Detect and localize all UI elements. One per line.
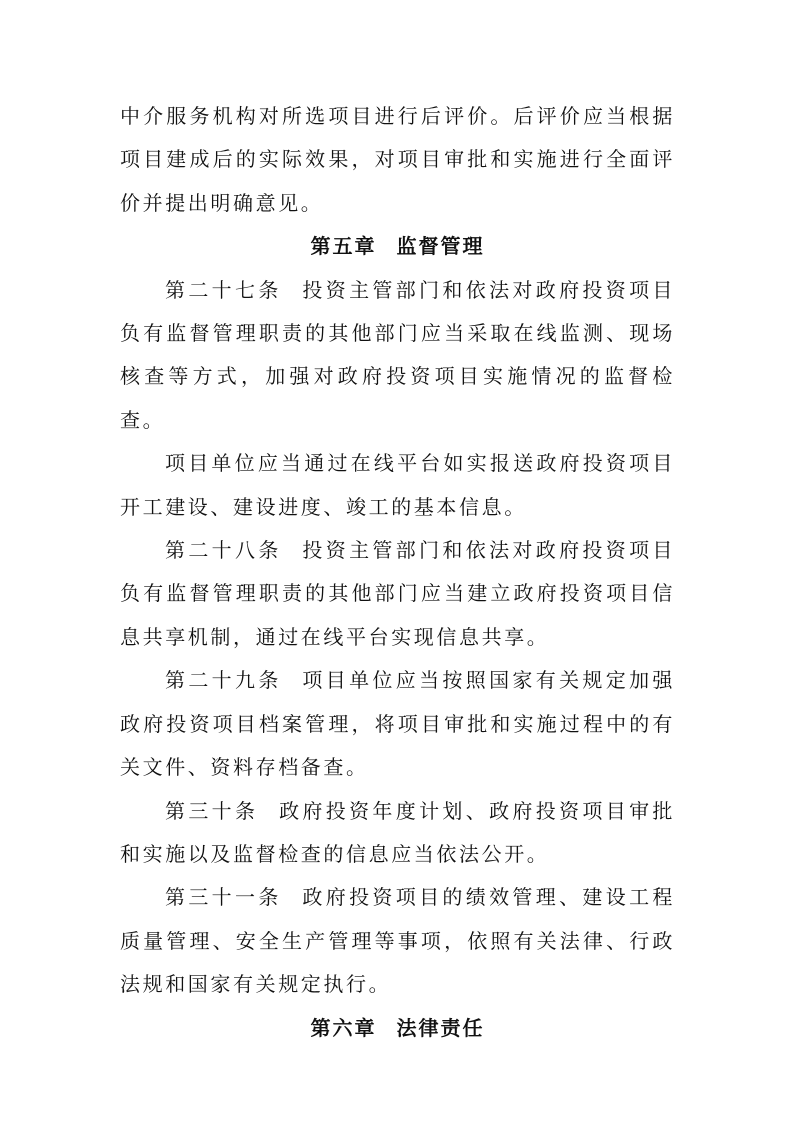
article-27 — [120, 269, 675, 443]
article-number: 第二十九条 — [165, 668, 282, 693]
article-text: 政府投资项目的绩效管理、建设工程质量管理、安全生产管理等事项，依照有关法律、行政法规和国家有关规定执行。 — [120, 885, 675, 997]
document-body — [120, 95, 675, 1050]
article-30 — [120, 790, 675, 877]
article-text: 投资主管部门和依法对政府投资项目负有监督管理职责的其他部门应当建立政府投资项目信息共享机制，通过在线平台实现信息共享。 — [120, 538, 675, 649]
chapter-title: 法律责任 — [396, 1015, 485, 1040]
chapter-title: 监督管理 — [396, 234, 485, 259]
chapter-number: 第五章 — [310, 234, 377, 259]
article-28 — [120, 529, 675, 659]
chapter-heading-6 — [120, 1007, 675, 1050]
article-number: 第三十条 — [165, 798, 259, 823]
article-number: 第二十七条 — [165, 277, 282, 302]
article-text: 项目单位应当按照国家有关规定加强政府投资项目档案管理，将项目审批和实施过程中的有关文件、资料存档备查。 — [120, 668, 675, 780]
chapter-number: 第六章 — [310, 1015, 377, 1040]
article-27-paragraph-2: 项目单位应当通过在线平台如实报送政府投资项目开工建设、建设进度、竣工的基本信息。 — [120, 451, 675, 519]
continuation-paragraph: 中介服务机构对所选项目进行后评价。后评价应当根据项目建成后的实际效果，对项目审批和实施进行全面评价并提出明确意见。 — [120, 104, 675, 215]
chapter-heading-5 — [120, 225, 675, 268]
article-29 — [120, 659, 675, 789]
article-number: 第三十一条 — [165, 885, 282, 910]
article-number: 第二十八条 — [165, 538, 282, 563]
article-text: 投资主管部门和依法对政府投资项目负有监督管理职责的其他部门应当采取在线监测、现场核查等方式，加强对政府投资项目实施情况的监督检查。 — [120, 277, 675, 432]
article-31 — [120, 876, 675, 1006]
article-text: 政府投资年度计划、政府投资项目审批和实施以及监督检查的信息应当依法公开。 — [120, 798, 676, 866]
